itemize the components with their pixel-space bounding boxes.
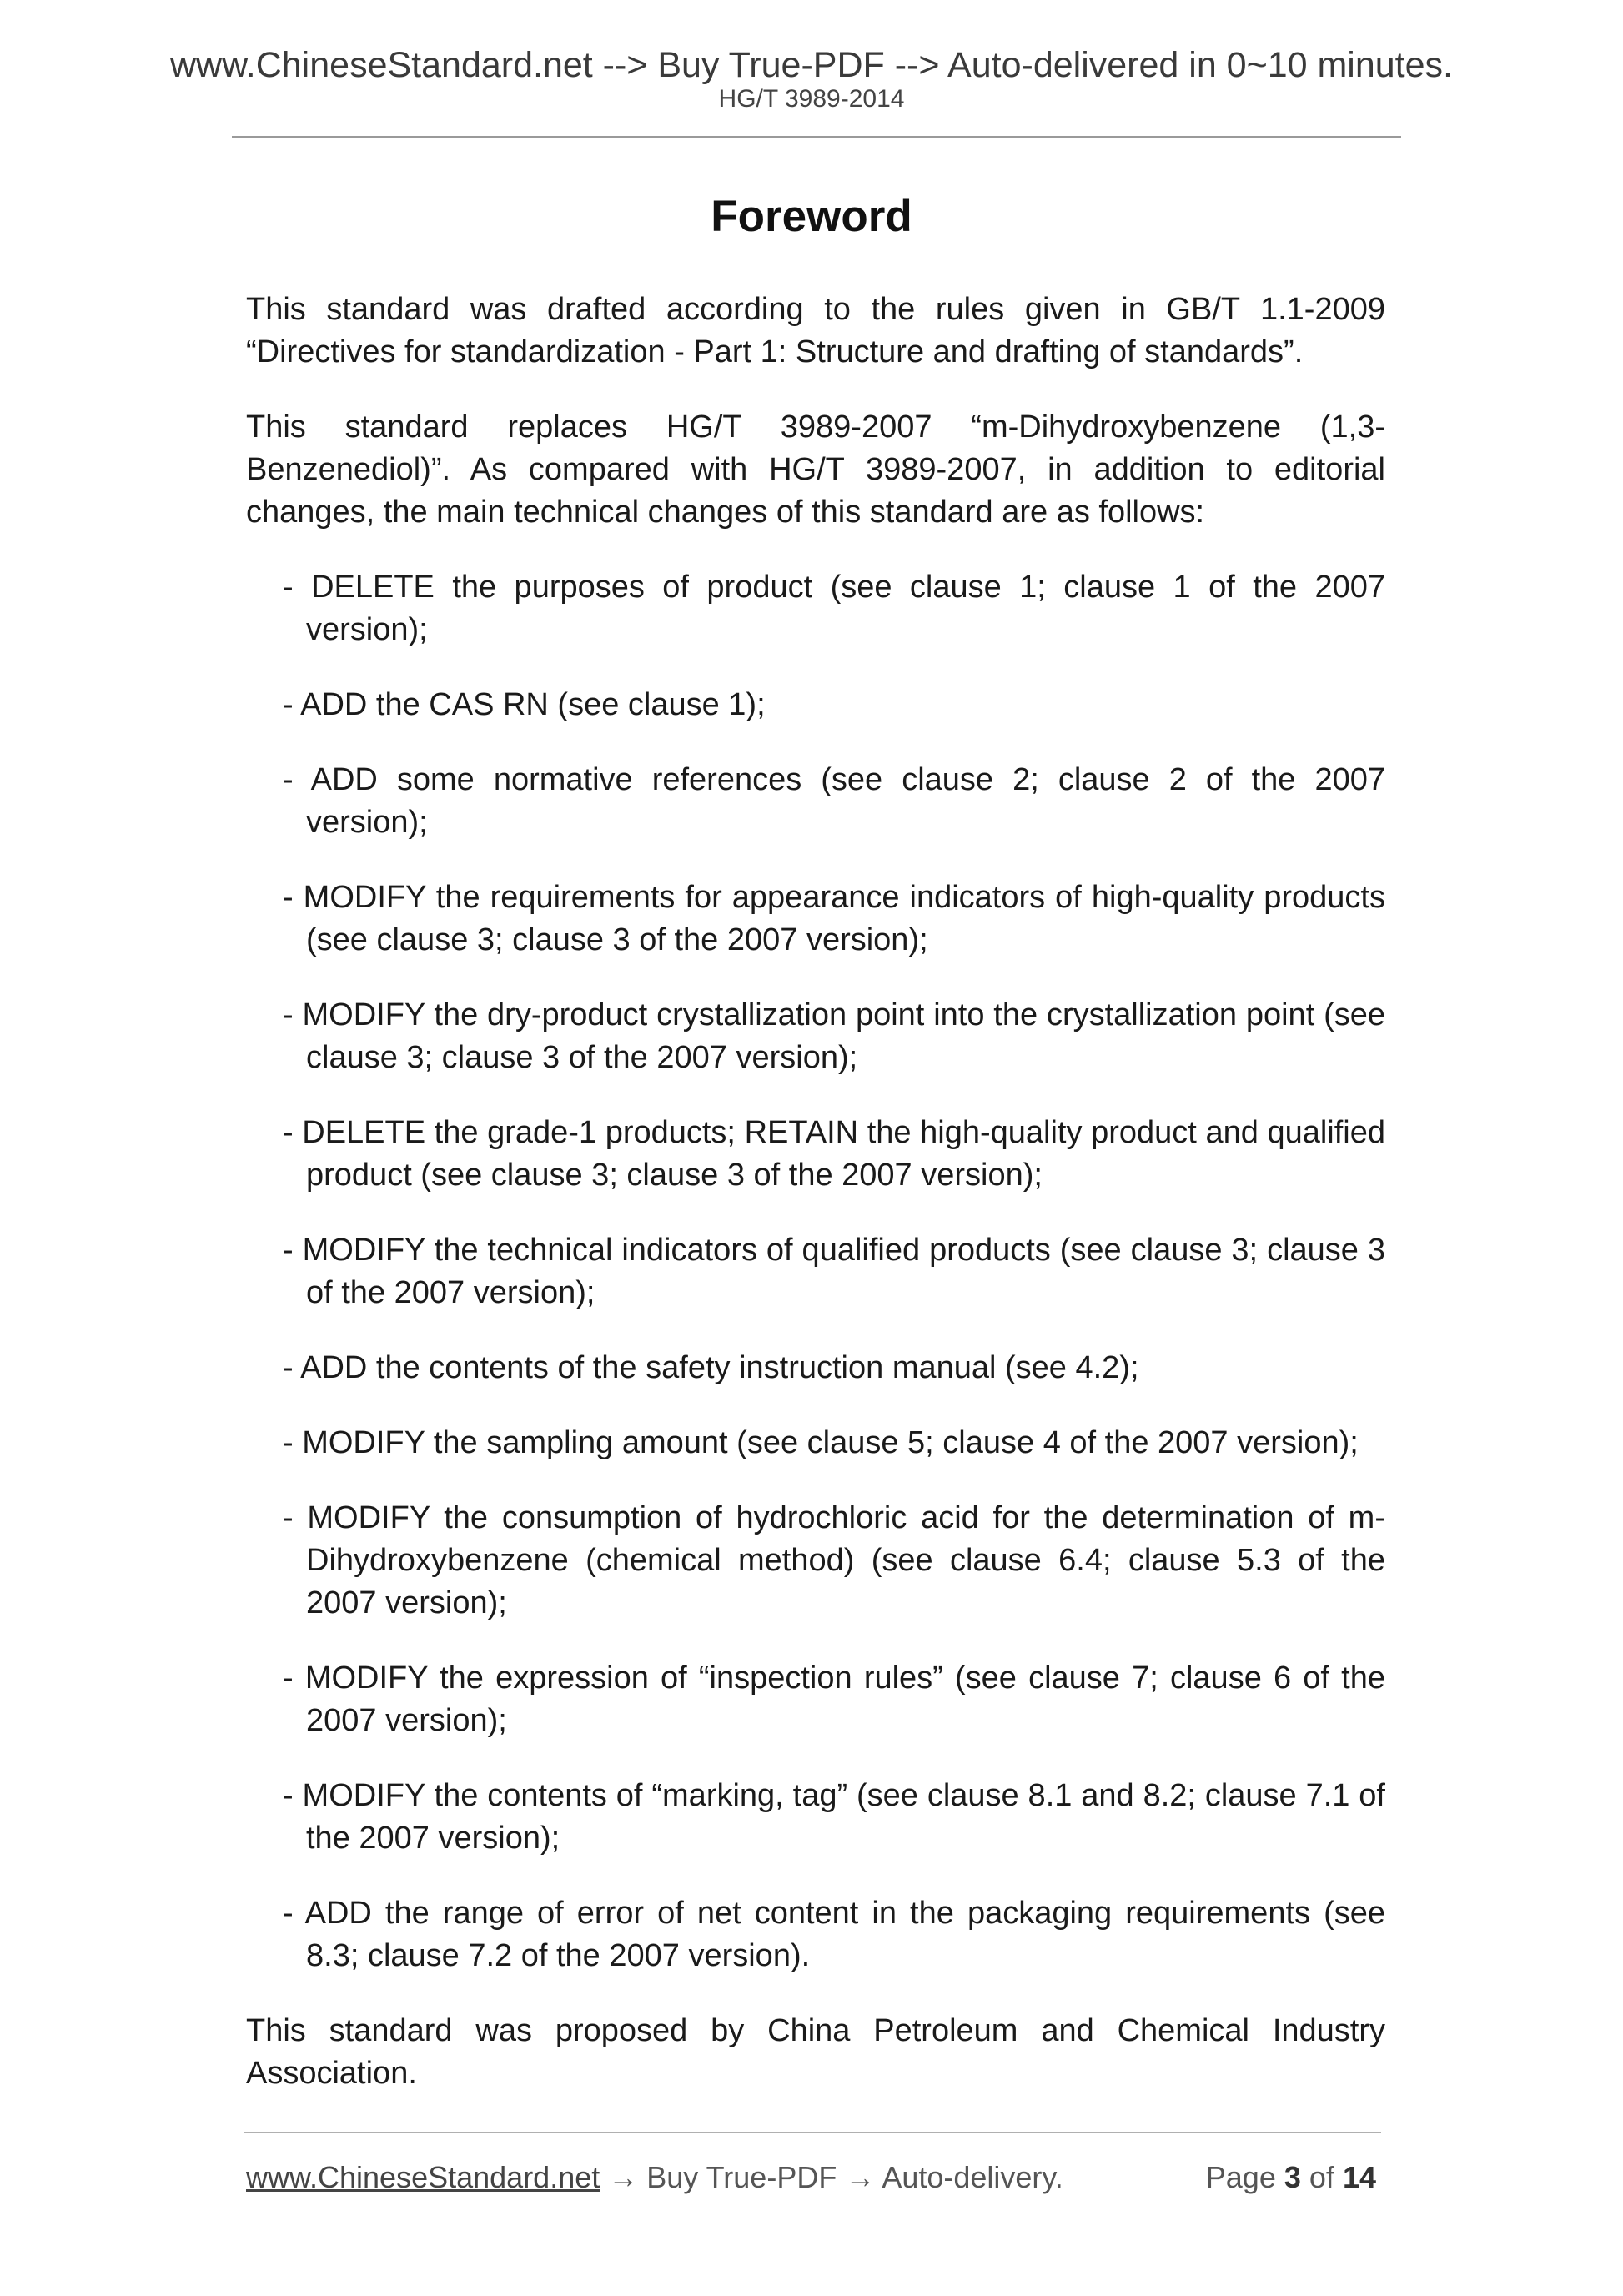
intro-paragraph: This standard was drafted according to the rules given in GB/T 1.1-2009 “Directives for standardization - Part 1: Structure and drafting of standards”. [246,292,1385,369]
list-item: - DELETE the purposes of product (see clause 1; clause 1 of the 2007 version); [283,570,1385,647]
page-number [1206,2157,1376,2198]
list-item: - ADD the range of error of net content in the packaging requirements (see 8.3; clause 7.2 of the 2007 version). [283,1896,1385,1973]
list-item: - ADD the contents of the safety instruction manual (see 4.2); [283,1350,1139,1385]
list-item: - MODIFY the requirements for appearance indicators of high-quality products (see clause 3; clause 3 of the 2007 version); [283,880,1385,957]
list-item: - ADD some normative references (see clause 2; clause 2 of the 2007 version); [283,762,1385,840]
document-code: HG/T 3989-2014 [718,85,905,113]
replacement-paragraph: This standard replaces HG/T 3989-2007 “m-Dihydroxybenzene (1,3-Benzenediol)”. As compared with HG/T 3989-2007, in addition to editorial changes, the main technical changes of this standard are as follows: [246,409,1385,530]
page-footer [246,2157,1376,2198]
header-divider [232,136,1401,138]
page-total: 14 [1342,2160,1376,2194]
footer-tagline: → Buy True-PDF → Auto-delivery. [600,2160,1063,2194]
list-item: - MODIFY the contents of “marking, tag” (see clause 8.1 and 8.2; clause 7.1 of the 2007 version); [283,1778,1385,1856]
footer-divider [244,2132,1381,2133]
list-item: - MODIFY the technical indicators of qualified products (see clause 3; clause 3 of the 2007 version); [283,1233,1385,1310]
page-label: Page [1205,2160,1276,2194]
list-item: - MODIFY the dry-product crystallization point into the crystallization point (see clause 3; clause 3 of the 2007 version); [283,997,1385,1075]
page-current: 3 [1284,2160,1301,2194]
list-item: - ADD the CAS RN (see clause 1); [283,687,766,722]
list-item: - MODIFY the consumption of hydrochloric acid for the determination of m-Dihydroxybenzene (chemical method) (see clause 6.4; clause 5.3 of the 2007 version); [283,1500,1385,1620]
list-item: - MODIFY the expression of “inspection rules” (see clause 7; clause 6 of the 2007 version); [283,1660,1385,1738]
top-banner: www.ChineseStandard.net --> Buy True-PDF --> Auto-delivered in 0~10 minutes. [169,45,1453,85]
document-body [246,289,1385,2128]
changes-list [246,566,1385,1977]
list-item: - DELETE the grade-1 products; RETAIN the high-quality product and qualified product (see clause 3; clause 3 of the 2007 version); [283,1115,1385,1193]
footer-left [246,2157,1063,2198]
page-title: Foreword [711,192,912,241]
proposer-paragraph: This standard was proposed by China Petroleum and Chemical Industry Association. [246,2013,1385,2091]
page-of-label: of [1309,2160,1334,2194]
list-item: - MODIFY the sampling amount (see clause 5; clause 4 of the 2007 version); [283,1425,1359,1460]
footer-link[interactable]: www.ChineseStandard.net [246,2160,600,2194]
